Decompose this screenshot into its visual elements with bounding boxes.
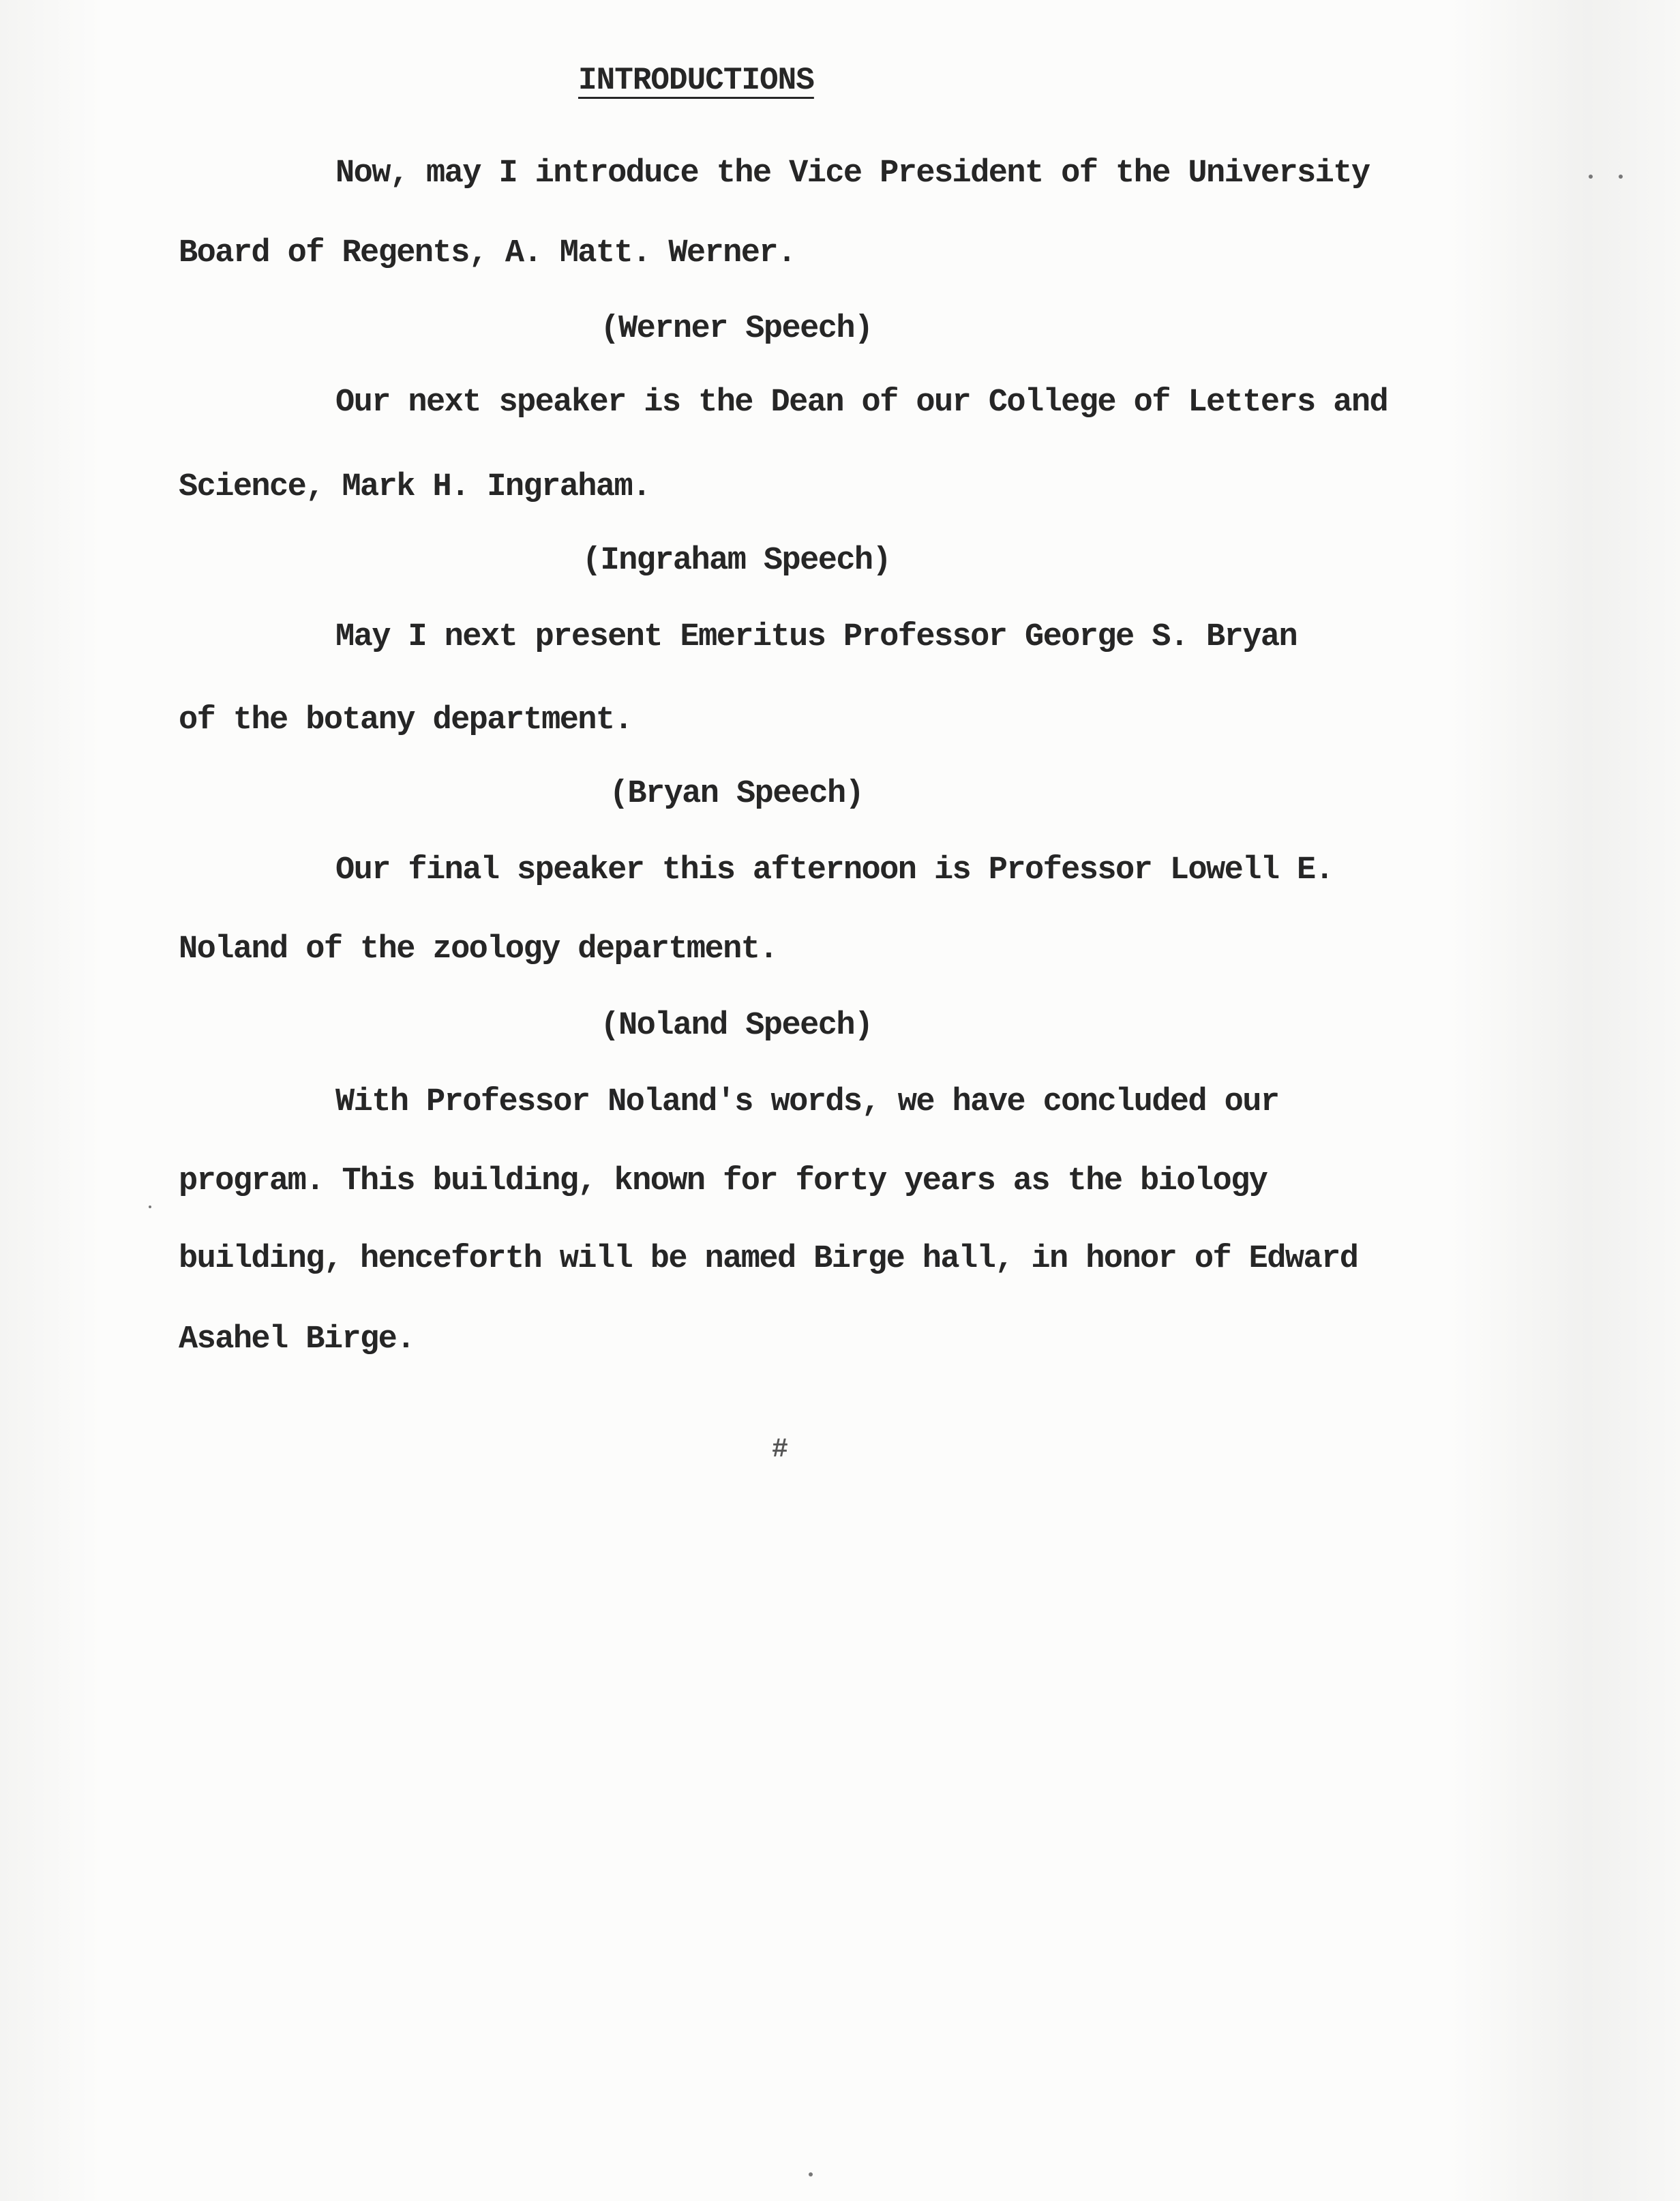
end-mark: # — [772, 1435, 789, 1465]
paragraph-line: With Professor Noland's words, we have concluded our — [335, 1084, 1279, 1120]
paragraph-line: Our final speaker this afternoon is Professor Lowell E. — [335, 852, 1334, 888]
paragraph-line: of the botany department. — [179, 702, 633, 738]
speech-placeholder: (Noland Speech) — [600, 1008, 873, 1044]
speech-placeholder: (Ingraham Speech) — [582, 543, 891, 579]
speech-placeholder: (Bryan Speech) — [609, 776, 864, 812]
speech-placeholder: (Werner Speech) — [600, 311, 873, 347]
paragraph-line: May I next present Emeritus Professor George S. Bryan — [335, 619, 1298, 655]
paragraph-line: Our next speaker is the Dean of our College of Letters and — [335, 385, 1388, 421]
document-title: INTRODUCTIONS — [578, 63, 814, 98]
scan-speck — [1589, 175, 1593, 179]
paragraph-line: Noland of the zoology department. — [179, 931, 777, 968]
paragraph-line: program. This building, known for forty years as the biology — [179, 1163, 1268, 1199]
paragraph-line: Asahel Birge. — [179, 1321, 415, 1358]
paragraph-line: Now, may I introduce the Vice President of the University — [335, 155, 1370, 192]
paragraph-line: building, henceforth will be named Birge hall, in honor of Edward — [179, 1241, 1358, 1277]
paragraph-line: Board of Regents, A. Matt. Werner. — [179, 235, 796, 271]
scan-speck — [809, 2172, 813, 2176]
paragraph-line: Science, Mark H. Ingraham. — [179, 469, 650, 505]
scan-shading-right — [1448, 0, 1680, 2201]
scan-speck — [1619, 175, 1623, 179]
scan-speck — [149, 1206, 151, 1208]
